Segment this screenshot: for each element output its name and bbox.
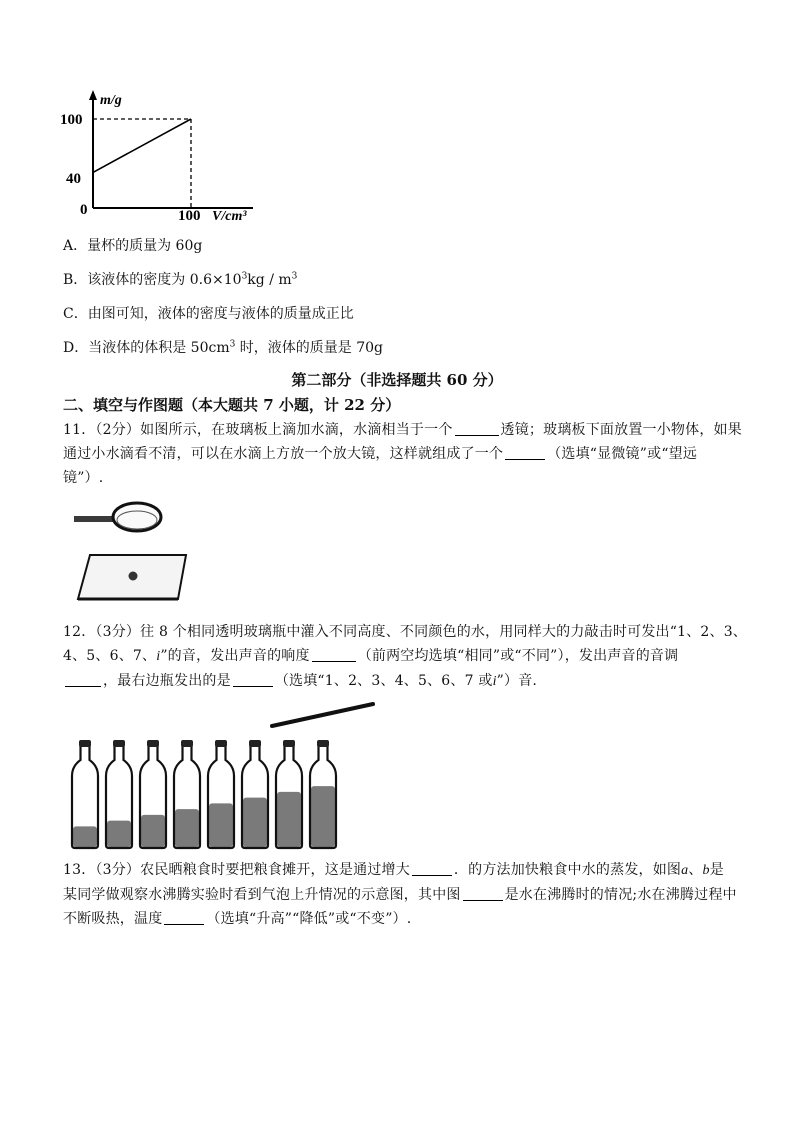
bottle-cap <box>249 740 261 747</box>
q11-line-1: 11．（2分）如图所示，在玻璃板上滴加水滴，水滴相当于一个 透镜；玻璃板下面放置一小物体，如果 <box>63 418 743 442</box>
q11-line-2: 通过小水滴看不清，可以在水滴上方放一个放大镜，这样就组成了一个 （选填“显微镜”或“望远 <box>63 442 743 466</box>
question-11 <box>63 418 743 490</box>
q11-blank-2[interactable] <box>505 443 545 460</box>
magnifier-handle <box>74 516 114 522</box>
q11-blank-1[interactable] <box>455 419 499 436</box>
y-axis-label: m/g <box>100 93 122 108</box>
bottle-cap <box>317 740 329 747</box>
magnifier-lens <box>113 503 161 531</box>
q13-blank-3[interactable] <box>164 908 204 925</box>
bottle-cap <box>79 740 91 747</box>
bottle-6 <box>242 740 268 848</box>
option-d-text: D．当液体的体积是 50cm <box>63 340 230 356</box>
y-tick-40: 40 <box>66 171 81 187</box>
question-13 <box>63 858 753 931</box>
bottle-water <box>243 798 267 847</box>
option-b-exponent: 3 <box>241 271 248 282</box>
bottle-cap <box>113 740 125 747</box>
option-c: C．由图可知，液体的密度与液体的质量成正比 <box>63 306 354 322</box>
bottle-water <box>277 792 301 847</box>
bottle-cap <box>283 740 295 747</box>
water-drop <box>129 572 138 581</box>
bottle-cap <box>215 740 227 747</box>
option-d-tail: 时，液体的质量是 70g <box>235 340 384 356</box>
q12-blank-3[interactable] <box>233 670 273 687</box>
bottle-water <box>175 809 199 847</box>
q13-blank-2[interactable] <box>463 884 503 901</box>
mallet-stick <box>272 704 373 726</box>
q13-line-2: 某同学做观察水沸腾实验时看到气泡上升情况的示意图，其中图 是水在沸腾时的情况;水在沸腾过程中 <box>63 883 753 907</box>
q11-line-3: 镜”）. <box>63 470 104 486</box>
q13-line-3: 不断吸热，温度 （选填“升高”“降低”或“不变”）. <box>63 907 753 931</box>
option-d-exponent: 3 <box>229 339 236 350</box>
bottle-water <box>107 821 131 847</box>
bottle-8 <box>310 740 336 848</box>
option-b-unit: kg / m <box>247 272 292 288</box>
magnifier-plate-figure <box>70 495 200 611</box>
q12-line-3: ，最右边瓶发出的是 （选填“1、2、3、4、5、6、7 或i”）音. <box>63 669 753 694</box>
y-axis-arrow <box>89 90 97 100</box>
bottles-figure <box>66 698 386 854</box>
bottle-water <box>141 815 165 847</box>
part2-title: 第二部分（非选择题共 60 分） <box>291 371 503 389</box>
origin-label: 0 <box>80 202 88 218</box>
x-tick-100: 100 <box>178 208 201 224</box>
section-title: 二、填空与作图题（本大题共 7 小题，计 22 分） <box>63 396 401 414</box>
q12-blank-1[interactable] <box>312 645 356 662</box>
q12-line-2: 4、5、6、7、i”的音，发出声音的响度 （前两空均选填“相同”或“不同”），发出声音的音调 <box>63 644 753 669</box>
mass-volume-graph <box>60 86 260 226</box>
bottle-4 <box>174 740 200 848</box>
bottle-7 <box>276 740 302 848</box>
option-a: A．量杯的质量为 60g <box>63 238 203 254</box>
q13-line-1: 13．（3分）农民晒粮食时要把粮食摊开，这是通过增大 ．的方法加快粮食中水的蒸发，如图a、b是 <box>63 858 753 883</box>
option-b-text: B．该液体的密度为 0.6×10 <box>63 272 242 288</box>
bottle-3 <box>140 740 166 848</box>
option-b <box>63 270 297 290</box>
bottle-water <box>73 826 97 847</box>
bottle-cap <box>147 740 159 747</box>
option-b-unit-exponent: 3 <box>291 271 298 282</box>
q13-blank-1[interactable] <box>412 859 452 876</box>
bottle-cap <box>181 740 193 747</box>
q12-blank-2[interactable] <box>65 670 101 687</box>
question-12 <box>63 620 753 694</box>
bottle-1 <box>72 740 98 848</box>
q12-line-1: 12．（3分）往 8 个相同透明玻璃瓶中灌入不同高度、不同颜色的水，用同样大的力敲击时可发出“1、2、3、 <box>63 624 748 640</box>
bottle-water <box>209 803 233 847</box>
bottle-water <box>311 786 335 847</box>
data-line <box>93 119 191 172</box>
bottle-2 <box>106 740 132 848</box>
x-axis-label: V/cm³ <box>212 209 247 224</box>
option-d <box>63 338 383 358</box>
bottle-5 <box>208 740 234 848</box>
y-tick-100: 100 <box>60 112 83 128</box>
